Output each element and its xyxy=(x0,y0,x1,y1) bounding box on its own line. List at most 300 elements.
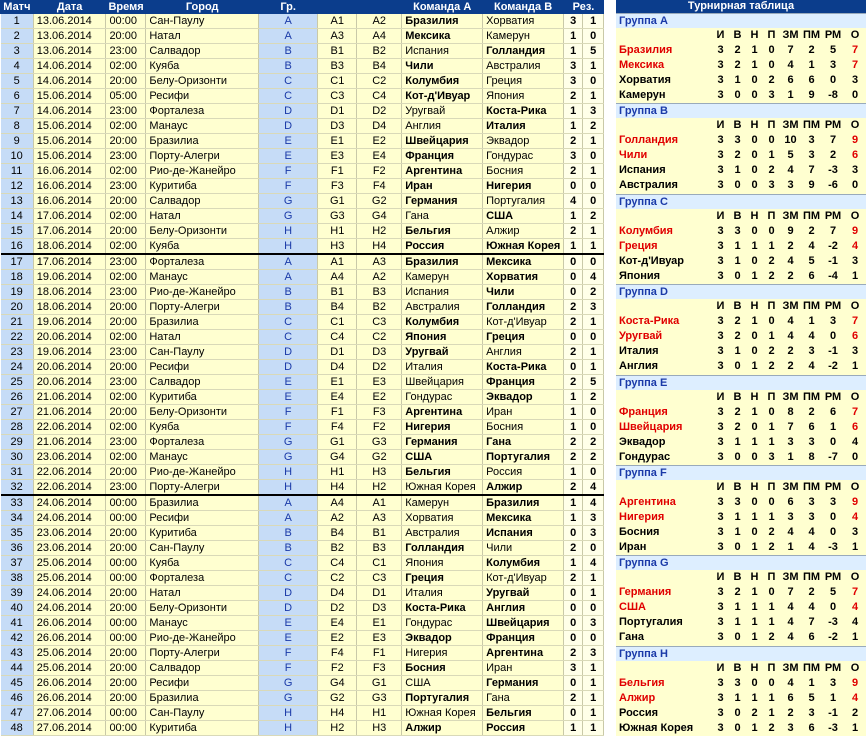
match-score-a[interactable]: 1 xyxy=(564,209,583,224)
match-time[interactable]: 00:00 xyxy=(106,495,146,511)
match-slot-b[interactable]: E3 xyxy=(357,631,402,646)
standing-stat[interactable]: 0 xyxy=(829,601,837,614)
match-number[interactable]: 14 xyxy=(1,209,34,224)
group-title[interactable]: Группа A xyxy=(616,13,866,28)
match-team-a[interactable]: Швейцария xyxy=(402,134,483,149)
match-slot-b[interactable]: B2 xyxy=(357,300,402,315)
match-slot-a[interactable]: E3 xyxy=(318,149,357,164)
match-score-b[interactable]: 1 xyxy=(583,315,604,330)
match-time[interactable]: 23:00 xyxy=(106,435,146,450)
standing-stat[interactable]: 1 xyxy=(734,254,741,267)
standing-row[interactable] xyxy=(616,691,866,706)
match-team-a[interactable]: Австралия xyxy=(402,526,483,541)
match-team-b[interactable]: Испания xyxy=(483,526,564,541)
standing-stat[interactable]: 0 xyxy=(734,540,741,553)
standing-stat[interactable]: 2 xyxy=(768,360,775,373)
header-city[interactable]: Город xyxy=(146,1,259,14)
match-city[interactable]: Манаус xyxy=(146,616,259,631)
standing-stat[interactable]: 7 xyxy=(829,224,837,237)
standing-stat[interactable]: 3 xyxy=(717,525,724,538)
standing-team[interactable]: Франция xyxy=(619,405,668,418)
match-number[interactable]: 4 xyxy=(1,59,34,74)
standing-row[interactable] xyxy=(616,329,866,344)
match-slot-a[interactable]: G1 xyxy=(318,435,357,450)
match-time[interactable]: 20:00 xyxy=(106,465,146,480)
match-group[interactable]: C xyxy=(258,315,317,330)
match-score-a[interactable]: 2 xyxy=(564,691,583,706)
match-team-a[interactable]: Камерун xyxy=(402,495,483,511)
standing-stat[interactable]: 0 xyxy=(768,315,775,328)
match-city[interactable]: Салвадор xyxy=(146,194,259,209)
standing-stat[interactable]: 0 xyxy=(734,179,741,192)
standing-row[interactable] xyxy=(616,676,866,691)
match-score-a[interactable]: 2 xyxy=(564,134,583,149)
standing-stat[interactable]: 2 xyxy=(768,254,775,267)
standing-stat[interactable]: 3 xyxy=(787,721,794,734)
group-header-col[interactable]: РМ xyxy=(824,480,842,493)
match-slot-b[interactable]: G2 xyxy=(357,194,402,209)
match-time[interactable]: 23:00 xyxy=(106,375,146,390)
match-team-b[interactable]: Мексика xyxy=(483,254,564,270)
standing-stat[interactable]: 6 xyxy=(808,269,815,282)
match-time[interactable]: 20:00 xyxy=(106,541,146,556)
group-header-col[interactable]: РМ xyxy=(824,209,842,222)
match-city[interactable]: Манаус xyxy=(146,270,259,285)
match-time[interactable]: 00:00 xyxy=(106,556,146,571)
match-slot-a[interactable]: B1 xyxy=(318,44,357,59)
match-team-a[interactable]: Эквадор xyxy=(402,631,483,646)
group-header-col[interactable]: О xyxy=(850,661,860,674)
standing-points[interactable]: 3 xyxy=(851,254,859,267)
standing-stat[interactable]: 9 xyxy=(808,89,815,101)
match-slot-a[interactable]: A1 xyxy=(318,254,357,270)
match-time[interactable]: 20:00 xyxy=(106,601,146,616)
group-header-col[interactable]: П xyxy=(767,390,776,403)
match-number[interactable]: 45 xyxy=(1,676,34,691)
match-slot-b[interactable]: H3 xyxy=(357,465,402,480)
match-time[interactable]: 23:00 xyxy=(106,44,146,59)
standing-stat[interactable]: 6 xyxy=(808,631,815,644)
group-header-col[interactable]: РМ xyxy=(824,119,842,132)
match-slot-b[interactable]: E2 xyxy=(357,390,402,405)
standing-stat[interactable]: 1 xyxy=(734,345,741,358)
standing-points[interactable]: 7 xyxy=(851,315,859,328)
standing-stat[interactable]: 3 xyxy=(768,179,775,192)
standing-stat[interactable]: 3 xyxy=(808,149,815,162)
standing-stat[interactable]: -2 xyxy=(828,360,838,373)
standing-stat[interactable]: 1 xyxy=(751,239,758,252)
match-slot-b[interactable]: H1 xyxy=(357,706,402,721)
standing-stat[interactable]: 2 xyxy=(768,631,775,644)
match-city[interactable]: Порту-Алегри xyxy=(146,480,259,496)
match-team-a[interactable]: Камерун xyxy=(402,270,483,285)
match-number[interactable]: 38 xyxy=(1,571,34,586)
standing-team[interactable]: Коста-Рика xyxy=(619,315,680,328)
match-time[interactable]: 20:00 xyxy=(106,586,146,601)
standing-stat[interactable]: 5 xyxy=(808,691,815,704)
match-date[interactable]: 21.06.2014 xyxy=(33,405,106,420)
standing-stat[interactable]: 1 xyxy=(768,239,775,252)
match-time[interactable]: 23:00 xyxy=(106,254,146,270)
match-row[interactable] xyxy=(1,631,604,646)
match-row[interactable] xyxy=(1,104,604,119)
match-slot-a[interactable]: B4 xyxy=(318,300,357,315)
group-header-col[interactable]: РМ xyxy=(824,390,842,403)
match-score-b[interactable]: 4 xyxy=(583,480,604,496)
match-city[interactable]: Ресифи xyxy=(146,676,259,691)
match-number[interactable]: 15 xyxy=(1,224,34,239)
standing-stat[interactable]: 0 xyxy=(829,525,837,538)
standing-points[interactable]: 3 xyxy=(851,164,859,177)
match-date[interactable]: 19.06.2014 xyxy=(33,345,106,360)
match-time[interactable]: 20:00 xyxy=(106,74,146,89)
standing-team[interactable]: Швейцария xyxy=(619,420,683,433)
match-row[interactable] xyxy=(1,194,604,209)
standing-stat[interactable]: 3 xyxy=(808,345,815,358)
match-slot-b[interactable]: A2 xyxy=(357,14,402,29)
match-score-a[interactable]: 3 xyxy=(564,661,583,676)
match-row[interactable] xyxy=(1,480,604,496)
standing-stat[interactable]: 1 xyxy=(734,601,741,614)
standing-stat[interactable]: 1 xyxy=(734,691,741,704)
match-number[interactable]: 2 xyxy=(1,29,34,44)
match-time[interactable]: 23:00 xyxy=(106,104,146,119)
group-title[interactable]: Группа C xyxy=(616,194,866,209)
standing-stat[interactable]: 0 xyxy=(734,360,741,373)
match-score-a[interactable]: 1 xyxy=(564,556,583,571)
match-team-a[interactable]: Италия xyxy=(402,586,483,601)
match-city[interactable]: Салвадор xyxy=(146,661,259,676)
match-date[interactable]: 20.06.2014 xyxy=(33,330,106,345)
standing-stat[interactable]: 0 xyxy=(768,224,775,237)
standing-team[interactable]: США xyxy=(619,601,646,614)
match-slot-a[interactable]: A4 xyxy=(318,270,357,285)
standing-stat[interactable]: 3 xyxy=(829,676,837,689)
match-slot-a[interactable]: A1 xyxy=(318,14,357,29)
standing-row[interactable] xyxy=(616,405,866,420)
standing-stat[interactable]: 0 xyxy=(751,345,758,358)
standing-team[interactable]: Россия xyxy=(619,706,659,719)
match-slot-b[interactable]: F3 xyxy=(357,661,402,676)
match-date[interactable]: 13.06.2014 xyxy=(33,29,106,44)
match-slot-a[interactable]: B2 xyxy=(318,541,357,556)
standing-row[interactable] xyxy=(616,148,866,163)
group-header-col[interactable]: О xyxy=(850,571,860,584)
match-slot-a[interactable]: G1 xyxy=(318,194,357,209)
match-team-b[interactable]: Хорватия xyxy=(483,270,564,285)
match-team-b[interactable]: Иран xyxy=(483,405,564,420)
standing-stat[interactable]: -1 xyxy=(828,254,838,267)
match-date[interactable]: 16.06.2014 xyxy=(33,179,106,194)
match-slot-b[interactable]: A3 xyxy=(357,254,402,270)
match-score-b[interactable]: 5 xyxy=(583,375,604,390)
standing-stat[interactable]: -1 xyxy=(828,706,838,719)
match-score-b[interactable]: 1 xyxy=(583,345,604,360)
standing-stat[interactable]: 0 xyxy=(751,495,758,508)
standing-stat[interactable]: 2 xyxy=(808,586,815,599)
match-slot-b[interactable]: H4 xyxy=(357,239,402,255)
match-group[interactable]: C xyxy=(258,571,317,586)
group-header-col[interactable]: ЗМ xyxy=(782,571,799,584)
match-score-a[interactable]: 1 xyxy=(564,119,583,134)
match-date[interactable]: 14.06.2014 xyxy=(33,74,106,89)
match-team-b[interactable]: Гана xyxy=(483,691,564,706)
match-score-a[interactable]: 1 xyxy=(564,420,583,435)
standing-stat[interactable]: 2 xyxy=(768,345,775,358)
match-slot-b[interactable]: G2 xyxy=(357,450,402,465)
group-title[interactable]: Группа E xyxy=(616,375,866,390)
match-score-a[interactable]: 0 xyxy=(564,676,583,691)
match-date[interactable]: 20.06.2014 xyxy=(33,375,106,390)
standing-team[interactable]: Чили xyxy=(619,149,648,162)
match-slot-b[interactable]: C3 xyxy=(357,571,402,586)
match-team-b[interactable]: Чили xyxy=(483,541,564,556)
header-match[interactable]: Матч xyxy=(1,1,34,14)
match-city[interactable]: Салвадор xyxy=(146,375,259,390)
match-city[interactable]: Ресифи xyxy=(146,511,259,526)
match-city[interactable]: Рио-де-Жанейро xyxy=(146,465,259,480)
match-city[interactable]: Белу-Оризонти xyxy=(146,224,259,239)
match-row[interactable] xyxy=(1,495,604,511)
standing-stat[interactable]: 1 xyxy=(768,149,775,162)
standing-row[interactable] xyxy=(616,615,866,630)
match-group[interactable]: F xyxy=(258,661,317,676)
match-number[interactable]: 27 xyxy=(1,405,34,420)
standing-stat[interactable]: 4 xyxy=(808,540,815,553)
match-date[interactable]: 18.06.2014 xyxy=(33,239,106,255)
match-score-a[interactable]: 1 xyxy=(564,511,583,526)
match-row[interactable] xyxy=(1,405,604,420)
match-team-a[interactable]: Чили xyxy=(402,59,483,74)
match-date[interactable]: 17.06.2014 xyxy=(33,254,106,270)
match-score-a[interactable]: 2 xyxy=(564,89,583,104)
standing-stat[interactable]: 2 xyxy=(751,706,758,719)
standing-stat[interactable]: 4 xyxy=(787,616,794,629)
match-row[interactable] xyxy=(1,646,604,661)
match-number[interactable]: 42 xyxy=(1,631,34,646)
match-score-a[interactable]: 0 xyxy=(564,586,583,601)
match-city[interactable]: Бразилиа xyxy=(146,134,259,149)
match-group[interactable]: F xyxy=(258,420,317,435)
group-header-col[interactable]: ПМ xyxy=(802,661,821,674)
group-header-col[interactable]: Н xyxy=(750,119,759,132)
match-slot-a[interactable]: C1 xyxy=(318,315,357,330)
match-team-b[interactable]: Греция xyxy=(483,74,564,89)
match-score-b[interactable]: 1 xyxy=(583,239,604,255)
match-score-b[interactable]: 1 xyxy=(583,721,604,736)
standing-points[interactable]: 9 xyxy=(851,676,859,689)
match-number[interactable]: 5 xyxy=(1,74,34,89)
match-score-b[interactable]: 1 xyxy=(583,134,604,149)
match-team-a[interactable]: Бельгия xyxy=(402,224,483,239)
standing-stat[interactable]: 3 xyxy=(808,706,815,719)
match-row[interactable] xyxy=(1,691,604,706)
match-slot-a[interactable]: E2 xyxy=(318,631,357,646)
standing-team[interactable]: Италия xyxy=(619,345,659,358)
group-header-col[interactable]: П xyxy=(767,29,776,41)
standing-stat[interactable]: 1 xyxy=(734,239,741,252)
match-score-b[interactable]: 2 xyxy=(583,390,604,405)
match-slot-a[interactable]: E1 xyxy=(318,375,357,390)
standing-stat[interactable]: 1 xyxy=(768,706,775,719)
match-score-a[interactable]: 0 xyxy=(564,330,583,345)
match-group[interactable]: D xyxy=(258,345,317,360)
match-date[interactable]: 25.06.2014 xyxy=(33,556,106,571)
match-city[interactable]: Белу-Оризонти xyxy=(146,74,259,89)
group-header-col[interactable]: П xyxy=(767,119,776,132)
match-score-a[interactable]: 1 xyxy=(564,29,583,44)
match-group[interactable]: C xyxy=(258,556,317,571)
standing-stat[interactable]: 1 xyxy=(751,44,758,56)
standing-team[interactable]: Голландия xyxy=(619,134,679,147)
match-group[interactable]: A xyxy=(258,14,317,29)
match-time[interactable]: 23:00 xyxy=(106,345,146,360)
match-slot-b[interactable]: H3 xyxy=(357,721,402,736)
standing-stat[interactable]: 1 xyxy=(751,631,758,644)
match-group[interactable]: B xyxy=(258,285,317,300)
match-number[interactable]: 33 xyxy=(1,495,34,511)
standing-stat[interactable]: 2 xyxy=(734,405,741,418)
standing-stat[interactable]: 0 xyxy=(751,89,758,101)
match-number[interactable]: 7 xyxy=(1,104,34,119)
match-slot-a[interactable]: D3 xyxy=(318,119,357,134)
match-city[interactable]: Натал xyxy=(146,209,259,224)
match-group[interactable]: A xyxy=(258,270,317,285)
match-city[interactable]: Рио-де-Жанейро xyxy=(146,285,259,300)
match-group[interactable]: H xyxy=(258,224,317,239)
group-header-col[interactable]: ЗМ xyxy=(782,300,799,313)
standing-stat[interactable]: 6 xyxy=(808,721,815,734)
match-slot-a[interactable]: D4 xyxy=(318,586,357,601)
match-row[interactable] xyxy=(1,571,604,586)
standing-stat[interactable]: 3 xyxy=(787,435,794,448)
match-date[interactable]: 22.06.2014 xyxy=(33,480,106,496)
match-slot-a[interactable]: E4 xyxy=(318,616,357,631)
standing-row[interactable] xyxy=(616,43,866,58)
standing-stat[interactable]: 0 xyxy=(751,420,758,433)
standing-stat[interactable]: -7 xyxy=(828,450,838,463)
match-city[interactable]: Манаус xyxy=(146,450,259,465)
standing-stat[interactable]: 1 xyxy=(768,420,775,433)
standing-team[interactable]: Испания xyxy=(619,164,666,177)
match-row[interactable] xyxy=(1,661,604,676)
match-group[interactable]: H xyxy=(258,721,317,736)
match-score-b[interactable]: 2 xyxy=(583,209,604,224)
group-header-col[interactable]: ПМ xyxy=(802,300,821,313)
standing-stat[interactable]: -8 xyxy=(828,89,838,101)
standing-stat[interactable]: 2 xyxy=(734,149,741,162)
match-score-a[interactable]: 3 xyxy=(564,59,583,74)
group-header-col[interactable]: П xyxy=(767,300,776,313)
match-row[interactable] xyxy=(1,149,604,164)
standing-stat[interactable]: 8 xyxy=(808,450,815,463)
standing-stat[interactable]: 0 xyxy=(751,134,758,147)
standing-stat[interactable]: 3 xyxy=(808,510,815,523)
match-score-a[interactable]: 0 xyxy=(564,631,583,646)
match-group[interactable]: E xyxy=(258,631,317,646)
match-row[interactable] xyxy=(1,14,604,29)
match-score-b[interactable]: 4 xyxy=(583,495,604,511)
standing-stat[interactable]: 2 xyxy=(768,525,775,538)
standing-stat[interactable]: 2 xyxy=(768,164,775,177)
match-score-b[interactable]: 0 xyxy=(583,179,604,194)
match-score-a[interactable]: 1 xyxy=(564,495,583,511)
match-group[interactable]: D xyxy=(258,119,317,134)
match-score-b[interactable]: 0 xyxy=(583,29,604,44)
match-slot-a[interactable]: B3 xyxy=(318,59,357,74)
standing-stat[interactable]: 1 xyxy=(768,330,775,343)
match-slot-a[interactable]: B1 xyxy=(318,285,357,300)
standing-stat[interactable]: 3 xyxy=(829,315,837,328)
match-number[interactable]: 29 xyxy=(1,435,34,450)
match-slot-a[interactable]: F1 xyxy=(318,164,357,179)
group-header-col[interactable]: Н xyxy=(750,209,759,222)
match-score-b[interactable]: 1 xyxy=(583,691,604,706)
standing-stat[interactable]: 1 xyxy=(808,676,815,689)
standing-stat[interactable]: 2 xyxy=(768,721,775,734)
match-date[interactable]: 14.06.2014 xyxy=(33,59,106,74)
match-team-b[interactable]: Кот-д'Ивуар xyxy=(483,571,564,586)
match-date[interactable]: 17.06.2014 xyxy=(33,224,106,239)
standing-stat[interactable]: 3 xyxy=(717,239,724,252)
standing-row[interactable] xyxy=(616,510,866,525)
standing-stat[interactable]: 3 xyxy=(829,495,837,508)
match-slot-a[interactable]: G4 xyxy=(318,450,357,465)
match-time[interactable]: 20:00 xyxy=(106,661,146,676)
match-team-b[interactable]: Камерун xyxy=(483,29,564,44)
standing-stat[interactable]: 0 xyxy=(751,224,758,237)
match-group[interactable]: B xyxy=(258,300,317,315)
match-slot-b[interactable]: C2 xyxy=(357,330,402,345)
standing-stat[interactable]: 2 xyxy=(734,330,741,343)
match-team-a[interactable]: Кот-д'Ивуар xyxy=(402,89,483,104)
standing-points[interactable]: 7 xyxy=(851,586,859,599)
group-header-col[interactable]: ПМ xyxy=(802,390,821,403)
standing-points[interactable]: 6 xyxy=(851,330,859,343)
match-row[interactable] xyxy=(1,616,604,631)
match-score-a[interactable]: 2 xyxy=(564,224,583,239)
match-time[interactable]: 02:00 xyxy=(106,450,146,465)
match-team-b[interactable]: Бразилия xyxy=(483,495,564,511)
group-header-col[interactable]: П xyxy=(767,209,776,222)
standing-team[interactable]: Греция xyxy=(619,239,658,252)
match-team-b[interactable]: Коста-Рика xyxy=(483,360,564,375)
match-row[interactable] xyxy=(1,59,604,74)
match-date[interactable]: 17.06.2014 xyxy=(33,209,106,224)
match-team-a[interactable]: Босния xyxy=(402,661,483,676)
match-slot-a[interactable]: C2 xyxy=(318,571,357,586)
match-team-b[interactable]: Коста-Рика xyxy=(483,104,564,119)
standing-stat[interactable]: 1 xyxy=(751,691,758,704)
standing-stat[interactable]: 1 xyxy=(751,405,758,418)
standing-stat[interactable]: 2 xyxy=(808,224,815,237)
match-slot-a[interactable]: G2 xyxy=(318,691,357,706)
group-header-col[interactable]: О xyxy=(850,119,860,132)
match-city[interactable]: Сан-Паулу xyxy=(146,14,259,29)
standing-stat[interactable]: 1 xyxy=(751,360,758,373)
match-number[interactable]: 20 xyxy=(1,300,34,315)
match-group[interactable]: E xyxy=(258,375,317,390)
standing-stat[interactable]: 0 xyxy=(734,706,741,719)
match-team-b[interactable]: Швейцария xyxy=(483,616,564,631)
match-team-b[interactable]: Хорватия xyxy=(483,14,564,29)
standing-stat[interactable]: 3 xyxy=(717,721,724,734)
standing-stat[interactable]: 2 xyxy=(768,540,775,553)
match-slot-b[interactable]: B2 xyxy=(357,44,402,59)
match-slot-b[interactable]: D1 xyxy=(357,586,402,601)
standing-stat[interactable]: 3 xyxy=(717,435,724,448)
group-header-col[interactable]: ПМ xyxy=(802,209,821,222)
